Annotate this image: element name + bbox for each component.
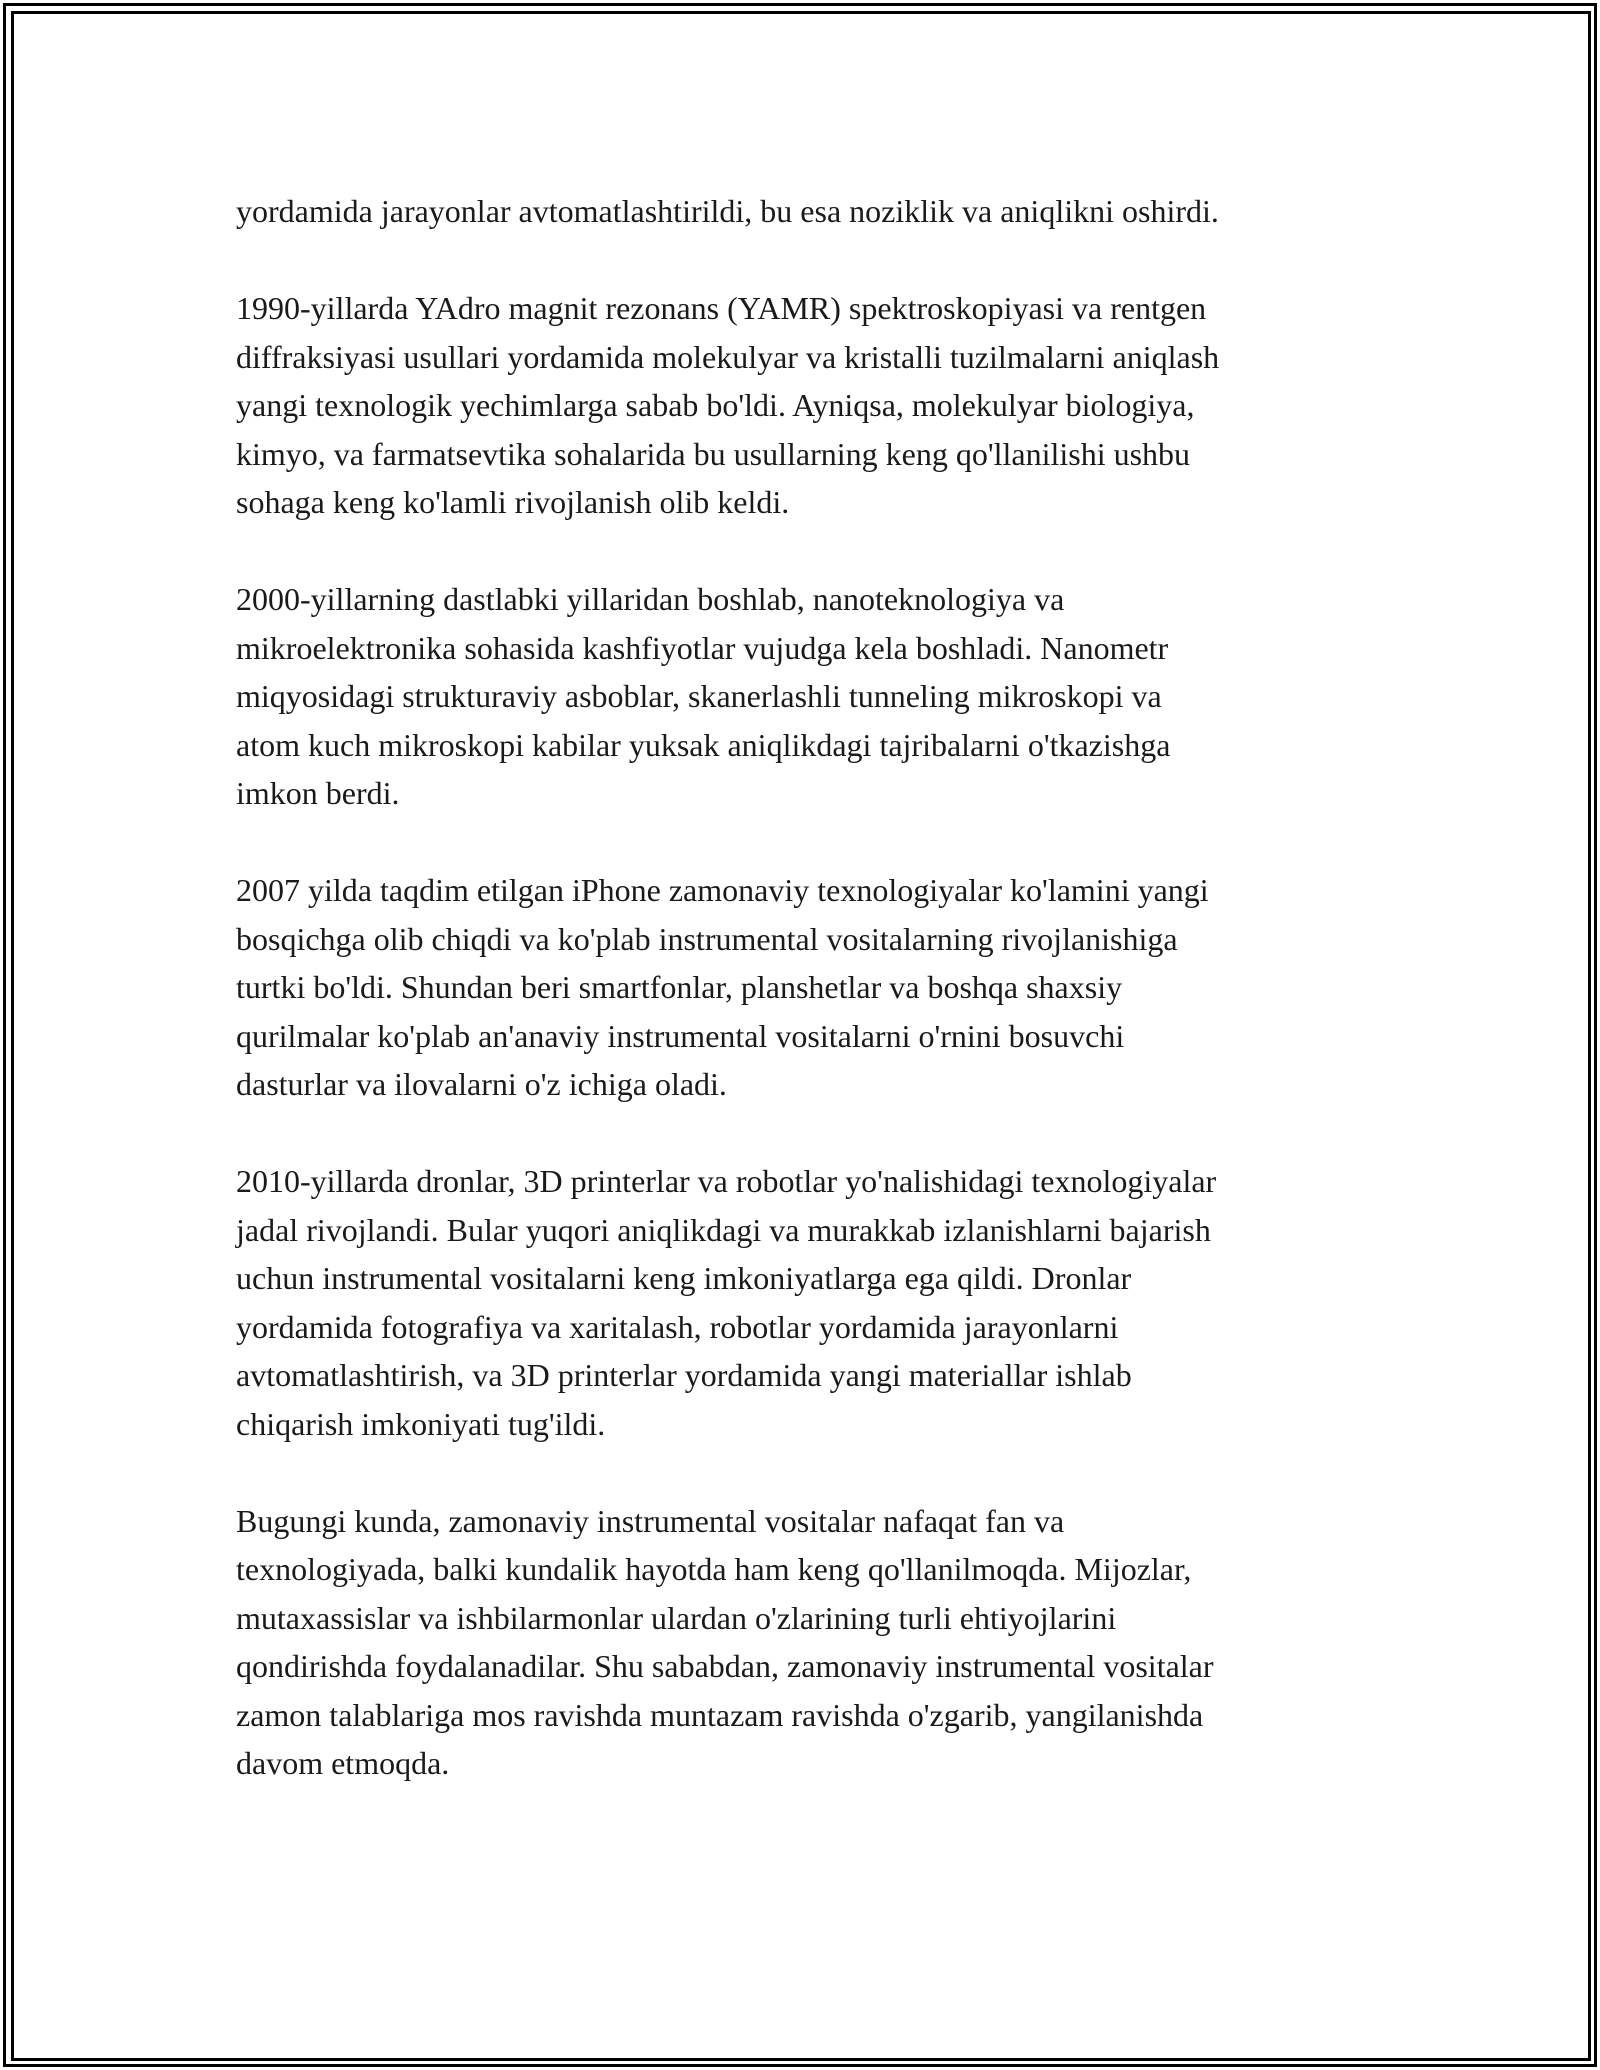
paragraph-1990s: 1990-yillarda YAdro magnit rezonans (YAMR) spektroskopiyasi va rentgen diffraksiyasi usullari yordamida molekulyar va kristalli tuzilmalarni aniqlash yangi texnologik yechimlarga sabab bo'ldi. Ayniqsa, molekulyar biologiya, kimyo, va farmatsevtika sohalarida bu usullarning keng qo'llanilishi ushbu sohaga keng ko'lamli rivojlanish olib keldi. bbox=[236, 290, 1220, 520]
paragraph-2010s: 2010-yillarda dronlar, 3D printerlar va robotlar yo'nalishidagi texnologiyalar jadal rivojlandi. Bular yuqori aniqlikdagi va murakkab izlanishlarni bajarish uchun instrumental vositalarni keng imkoniyatlarga ega qildi. Dronlar yordamida fotografiya va xaritalash, robotlar yordamida jarayonlarni avtomatlashtirish, va 3D printerlar yordamida yangi materiallar ishlab chiqarish imkoniyati tug'ildi. bbox=[236, 1163, 1217, 1442]
paragraph-2007: 2007 yilda taqdim etilgan iPhone zamonaviy texnologiyalar ko'lamini yangi bosqichga olib chiqdi va ko'plab instrumental vositalarning rivojlanishiga turtki bo'ldi. Shundan beri smartfonlar, planshetlar va boshqa shaxsiy qurilmalar ko'plab an'anaviy instrumental vositalarni o'rnini bosuvchi dasturlar va ilovalarni o'z ichiga oladi. bbox=[236, 872, 1209, 1102]
paragraph-2000s: 2000-yillarning dastlabki yillaridan boshlab, nanoteknologiya va mikroelektronika sohasida kashfiyotlar vujudga kela boshladi. Nanometr miqyosidagi strukturaviy asboblar, skanerlashli tunneling mikroskopi va atom kuch mikroskopi kabilar yuksak aniqlikdagi tajribalarni o'tkazishga imkon berdi. bbox=[236, 581, 1171, 811]
paragraph-continuation: yordamida jarayonlar avtomatlashtirildi, bu esa noziklik va aniqlikni oshirdi. bbox=[236, 193, 1219, 229]
document-body bbox=[236, 187, 1386, 1836]
paragraph-today: Bugungi kunda, zamonaviy instrumental vositalar nafaqat fan va texnologiyada, balki kundalik hayotda ham keng qo'llanilmoqda. Mijozlar, mutaxassislar va ishbilarmonlar ulardan o'zlarining turli ehtiyojlarini qondirishda foydalanadilar. Shu sababdan, zamonaviy instrumental vositalar zamon talablariga mos ravishda muntazam ravishda o'zgarib, yangilanishda davom etmoqda. bbox=[236, 1502, 1214, 1781]
